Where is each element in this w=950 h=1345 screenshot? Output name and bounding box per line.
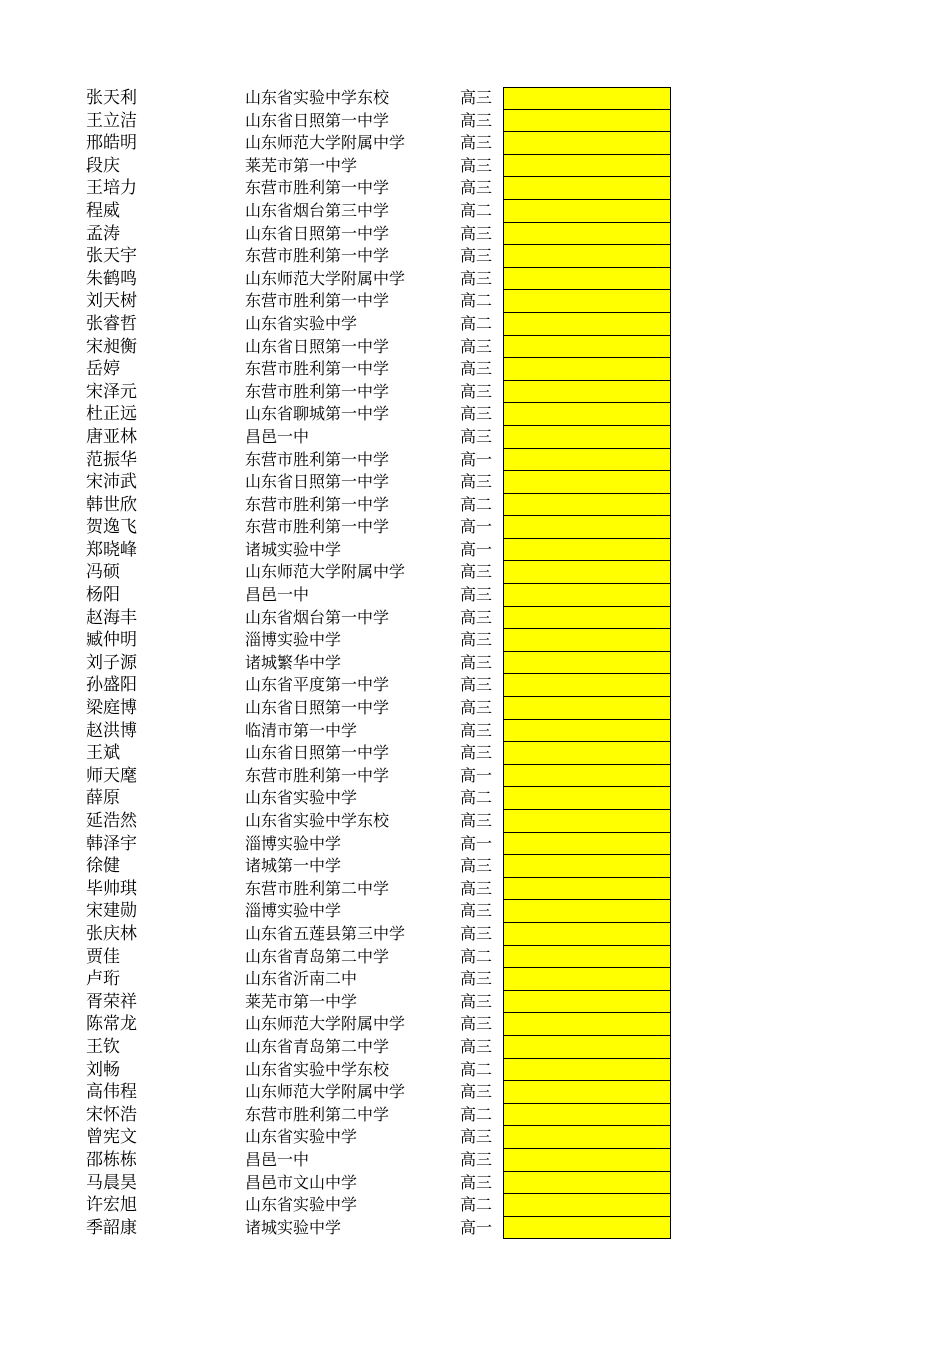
table-row xyxy=(0,720,950,743)
school-cell[interactable]: 东营市胜利第一中学 xyxy=(245,765,390,785)
table-row xyxy=(0,177,950,200)
highlighted-empty-cell[interactable] xyxy=(503,426,671,449)
highlighted-empty-cell[interactable] xyxy=(503,313,671,336)
table-row xyxy=(0,426,950,449)
highlighted-empty-cell[interactable] xyxy=(503,110,671,133)
name-cell[interactable]: 毕帅琪 xyxy=(86,878,137,899)
table-row xyxy=(0,855,950,878)
table-row xyxy=(0,381,950,404)
table-row xyxy=(0,245,950,268)
grade-cell[interactable]: 高三 xyxy=(460,155,493,175)
table-row xyxy=(0,494,950,517)
highlighted-empty-cell[interactable] xyxy=(503,1194,671,1217)
grade-cell[interactable]: 高三 xyxy=(460,1014,493,1034)
grade-cell[interactable]: 高三 xyxy=(460,991,493,1011)
table-row xyxy=(0,968,950,991)
highlighted-empty-cell[interactable] xyxy=(503,223,671,246)
highlighted-empty-cell[interactable] xyxy=(503,1217,671,1240)
table-row xyxy=(0,1194,950,1217)
grade-cell[interactable]: 高三 xyxy=(460,923,493,943)
school-cell[interactable]: 东营市胜利第一中学 xyxy=(245,517,390,537)
grade-cell[interactable]: 高三 xyxy=(460,743,493,763)
table-row xyxy=(0,1172,950,1195)
highlighted-empty-cell[interactable] xyxy=(503,787,671,810)
table-row xyxy=(0,584,950,607)
highlighted-empty-cell[interactable] xyxy=(503,268,671,291)
school-cell[interactable]: 临清市第一中学 xyxy=(245,720,358,740)
name-cell[interactable]: 韩世欣 xyxy=(86,494,137,515)
grade-cell[interactable]: 高三 xyxy=(460,630,493,650)
grade-cell[interactable]: 高二 xyxy=(460,200,493,220)
highlighted-empty-cell[interactable] xyxy=(503,900,671,923)
name-cell[interactable]: 师天麾 xyxy=(86,765,137,786)
grade-cell[interactable]: 高三 xyxy=(460,178,493,198)
table-row xyxy=(0,1149,950,1172)
grade-cell[interactable]: 高三 xyxy=(460,1149,493,1169)
highlighted-empty-cell[interactable] xyxy=(503,1172,671,1195)
name-cell[interactable]: 张天宇 xyxy=(86,246,137,267)
school-cell[interactable]: 山东省实验中学 xyxy=(245,1195,358,1215)
highlighted-empty-cell[interactable] xyxy=(503,765,671,788)
grade-cell[interactable]: 高三 xyxy=(460,878,493,898)
name-cell[interactable]: 薛原 xyxy=(86,788,120,809)
grade-cell[interactable]: 高三 xyxy=(460,223,493,243)
grade-cell[interactable]: 高三 xyxy=(460,404,493,424)
table-row xyxy=(0,268,950,291)
table-row xyxy=(0,223,950,246)
name-cell[interactable]: 贾佳 xyxy=(86,946,120,967)
name-cell[interactable]: 范振华 xyxy=(86,449,137,470)
school-cell[interactable]: 诸城实验中学 xyxy=(245,539,342,559)
name-cell[interactable]: 唐亚林 xyxy=(86,426,137,447)
school-cell[interactable]: 山东师范大学附属中学 xyxy=(245,1082,406,1102)
school-cell[interactable]: 山东省实验中学 xyxy=(245,313,358,333)
school-cell[interactable]: 山东省日照第一中学 xyxy=(245,698,390,718)
highlighted-empty-cell[interactable] xyxy=(503,674,671,697)
name-cell[interactable]: 宋泽元 xyxy=(86,381,137,402)
school-cell[interactable]: 淄博实验中学 xyxy=(245,630,342,650)
highlighted-empty-cell[interactable] xyxy=(503,1081,671,1104)
highlighted-empty-cell[interactable] xyxy=(503,336,671,359)
name-cell[interactable]: 宋怀浩 xyxy=(86,1104,137,1125)
school-cell[interactable]: 山东省烟台第一中学 xyxy=(245,607,390,627)
highlighted-empty-cell[interactable] xyxy=(503,539,671,562)
grade-cell[interactable]: 高三 xyxy=(460,856,493,876)
school-cell[interactable]: 山东省青岛第二中学 xyxy=(245,1036,390,1056)
highlighted-empty-cell[interactable] xyxy=(503,833,671,856)
school-cell[interactable]: 昌邑一中 xyxy=(245,1149,310,1169)
table-row xyxy=(0,810,950,833)
highlighted-empty-cell[interactable] xyxy=(503,561,671,584)
school-cell[interactable]: 山东省实验中学 xyxy=(245,788,358,808)
table-row xyxy=(0,336,950,359)
name-cell[interactable]: 刘畅 xyxy=(86,1059,120,1080)
grade-cell[interactable]: 高三 xyxy=(460,720,493,740)
school-cell[interactable]: 昌邑一中 xyxy=(245,426,310,446)
name-cell[interactable]: 许宏旭 xyxy=(86,1195,137,1216)
table-row xyxy=(0,1059,950,1082)
name-cell[interactable]: 高伟程 xyxy=(86,1082,137,1103)
highlighted-empty-cell[interactable] xyxy=(503,471,671,494)
name-cell[interactable]: 曾宪文 xyxy=(86,1127,137,1148)
highlighted-empty-cell[interactable] xyxy=(503,946,671,969)
name-cell[interactable]: 孙盛阳 xyxy=(86,675,137,696)
school-cell[interactable]: 山东师范大学附属中学 xyxy=(245,1014,406,1034)
school-cell[interactable]: 东营市胜利第一中学 xyxy=(245,178,390,198)
name-cell[interactable]: 贺逸飞 xyxy=(86,517,137,538)
table-row xyxy=(0,539,950,562)
grade-cell[interactable]: 高三 xyxy=(460,336,493,356)
school-cell[interactable]: 淄博实验中学 xyxy=(245,833,342,853)
name-cell[interactable]: 赵洪博 xyxy=(86,720,137,741)
table-row xyxy=(0,155,950,178)
name-cell[interactable]: 韩泽宇 xyxy=(86,833,137,854)
grade-cell[interactable]: 高二 xyxy=(460,946,493,966)
table-row xyxy=(0,516,950,539)
grade-cell[interactable]: 高三 xyxy=(460,607,493,627)
name-cell[interactable]: 张睿哲 xyxy=(86,313,137,334)
table-row xyxy=(0,765,950,788)
school-cell[interactable]: 东营市胜利第一中学 xyxy=(245,246,390,266)
highlighted-empty-cell[interactable] xyxy=(503,968,671,991)
school-cell[interactable]: 诸城第一中学 xyxy=(245,856,342,876)
table-row xyxy=(0,1036,950,1059)
name-cell[interactable]: 宋建勋 xyxy=(86,901,137,922)
highlighted-empty-cell[interactable] xyxy=(503,720,671,743)
grade-cell[interactable]: 高三 xyxy=(460,1082,493,1102)
table-row xyxy=(0,290,950,313)
name-cell[interactable]: 邵栋栋 xyxy=(86,1149,137,1170)
highlighted-empty-cell[interactable] xyxy=(503,629,671,652)
highlighted-empty-cell[interactable] xyxy=(503,200,671,223)
grade-cell[interactable]: 高一 xyxy=(460,765,493,785)
grade-cell[interactable]: 高三 xyxy=(460,1172,493,1192)
grade-cell[interactable]: 高二 xyxy=(460,1104,493,1124)
highlighted-empty-cell[interactable] xyxy=(503,878,671,901)
name-cell[interactable]: 朱鹤鸣 xyxy=(86,268,137,289)
name-cell[interactable]: 王立洁 xyxy=(86,110,137,131)
grade-cell[interactable]: 高三 xyxy=(460,381,493,401)
grade-cell[interactable]: 高三 xyxy=(460,359,493,379)
table-row xyxy=(0,358,950,381)
school-cell[interactable]: 山东省日照第一中学 xyxy=(245,743,390,763)
grade-cell[interactable]: 高二 xyxy=(460,313,493,333)
school-cell[interactable]: 莱芜市第一中学 xyxy=(245,155,358,175)
name-cell[interactable]: 郑晓峰 xyxy=(86,539,137,560)
table-row xyxy=(0,1126,950,1149)
table-row xyxy=(0,742,950,765)
school-cell[interactable]: 山东师范大学附属中学 xyxy=(245,562,406,582)
highlighted-empty-cell[interactable] xyxy=(503,449,671,472)
grade-cell[interactable]: 高三 xyxy=(460,1127,493,1147)
name-cell[interactable]: 段庆 xyxy=(86,155,120,176)
grade-cell[interactable]: 高三 xyxy=(460,268,493,288)
highlighted-empty-cell[interactable] xyxy=(503,403,671,426)
highlighted-empty-cell[interactable] xyxy=(503,87,671,110)
highlighted-empty-cell[interactable] xyxy=(503,1059,671,1082)
highlighted-empty-cell[interactable] xyxy=(503,1013,671,1036)
grade-cell[interactable]: 高三 xyxy=(460,675,493,695)
name-cell[interactable]: 冯硕 xyxy=(86,562,120,583)
table-row xyxy=(0,110,950,133)
grade-cell[interactable]: 高三 xyxy=(460,1036,493,1056)
highlighted-empty-cell[interactable] xyxy=(503,855,671,878)
grade-cell[interactable]: 高三 xyxy=(460,88,493,107)
name-cell[interactable]: 孟涛 xyxy=(86,223,120,244)
highlighted-empty-cell[interactable] xyxy=(503,381,671,404)
school-cell[interactable]: 山东省实验中学东校 xyxy=(245,88,390,107)
table-row xyxy=(0,1104,950,1127)
name-cell[interactable]: 陈常龙 xyxy=(86,1014,137,1035)
name-cell[interactable]: 杜正远 xyxy=(86,404,137,425)
name-cell[interactable]: 王钦 xyxy=(86,1036,120,1057)
table-row xyxy=(0,697,950,720)
table-row xyxy=(0,878,950,901)
school-cell[interactable]: 淄博实验中学 xyxy=(245,901,342,921)
highlighted-empty-cell[interactable] xyxy=(503,607,671,630)
name-cell[interactable]: 季韶康 xyxy=(86,1217,137,1238)
highlighted-empty-cell[interactable] xyxy=(503,742,671,765)
name-cell[interactable]: 刘子源 xyxy=(86,652,137,673)
grade-cell[interactable]: 高二 xyxy=(460,494,493,514)
name-cell[interactable]: 卢珩 xyxy=(86,969,120,990)
table-row xyxy=(0,629,950,652)
school-cell[interactable]: 山东省青岛第二中学 xyxy=(245,946,390,966)
highlighted-empty-cell[interactable] xyxy=(503,697,671,720)
school-cell[interactable]: 山东省聊城第一中学 xyxy=(245,404,390,424)
table-row xyxy=(0,561,950,584)
grade-cell[interactable]: 高三 xyxy=(460,901,493,921)
name-cell[interactable]: 程威 xyxy=(86,200,120,221)
grade-cell[interactable]: 高三 xyxy=(460,652,493,672)
name-cell[interactable]: 宋沛武 xyxy=(86,472,137,493)
table-row xyxy=(0,1217,950,1240)
table-row xyxy=(0,200,950,223)
highlighted-empty-cell[interactable] xyxy=(503,155,671,178)
highlighted-empty-cell[interactable] xyxy=(503,358,671,381)
highlighted-empty-cell[interactable] xyxy=(503,177,671,200)
highlighted-empty-cell[interactable] xyxy=(503,1149,671,1172)
grade-cell[interactable]: 高一 xyxy=(460,539,493,559)
grade-cell[interactable]: 高一 xyxy=(460,833,493,853)
table-row xyxy=(0,313,950,336)
grade-cell[interactable]: 高二 xyxy=(460,1195,493,1215)
school-cell[interactable]: 东营市胜利第一中学 xyxy=(245,291,390,311)
school-cell[interactable]: 诸城实验中学 xyxy=(245,1217,342,1237)
school-cell[interactable]: 山东省五莲县第三中学 xyxy=(245,923,406,943)
table-row xyxy=(0,132,950,155)
school-cell[interactable]: 昌邑市文山中学 xyxy=(245,1172,358,1192)
grade-cell[interactable]: 高三 xyxy=(460,811,493,830)
school-cell[interactable]: 东营市胜利第一中学 xyxy=(245,359,390,379)
grade-cell[interactable]: 高三 xyxy=(460,246,493,266)
name-cell[interactable]: 邢皓明 xyxy=(86,133,137,154)
highlighted-empty-cell[interactable] xyxy=(503,1126,671,1149)
name-cell[interactable]: 杨阳 xyxy=(86,585,120,606)
spreadsheet-table xyxy=(0,87,950,1239)
school-cell[interactable]: 山东省实验中学东校 xyxy=(245,1059,390,1079)
name-cell[interactable]: 张天利 xyxy=(86,88,137,108)
grade-cell[interactable]: 高二 xyxy=(460,291,493,311)
table-row xyxy=(0,1013,950,1036)
grade-cell[interactable]: 高三 xyxy=(460,698,493,718)
table-row xyxy=(0,787,950,810)
school-cell[interactable]: 东营市胜利第一中学 xyxy=(245,494,390,514)
highlighted-empty-cell[interactable] xyxy=(503,290,671,313)
table-row xyxy=(0,900,950,923)
grade-cell[interactable]: 高一 xyxy=(460,517,493,537)
highlighted-empty-cell[interactable] xyxy=(503,494,671,517)
school-cell[interactable]: 山东省日照第一中学 xyxy=(245,336,390,356)
name-cell[interactable]: 赵海丰 xyxy=(86,607,137,628)
grade-cell[interactable]: 高一 xyxy=(460,1217,493,1237)
school-cell[interactable]: 山东师范大学附属中学 xyxy=(245,133,406,153)
highlighted-empty-cell[interactable] xyxy=(503,1036,671,1059)
school-cell[interactable]: 山东省日照第一中学 xyxy=(245,223,390,243)
table-row xyxy=(0,87,950,110)
grade-cell[interactable]: 高三 xyxy=(460,133,493,153)
grade-cell[interactable]: 高二 xyxy=(460,1059,493,1079)
highlighted-empty-cell[interactable] xyxy=(503,245,671,268)
school-cell[interactable]: 山东省烟台第三中学 xyxy=(245,200,390,220)
school-cell[interactable]: 东营市胜利第二中学 xyxy=(245,878,390,898)
table-row xyxy=(0,991,950,1014)
grade-cell[interactable]: 高三 xyxy=(460,585,493,605)
school-cell[interactable]: 山东省日照第一中学 xyxy=(245,110,390,130)
table-row xyxy=(0,923,950,946)
table-row xyxy=(0,1081,950,1104)
highlighted-empty-cell[interactable] xyxy=(503,1104,671,1127)
school-cell[interactable]: 东营市胜利第一中学 xyxy=(245,449,390,469)
table-row xyxy=(0,449,950,472)
school-cell[interactable]: 山东省平度第一中学 xyxy=(245,675,390,695)
highlighted-empty-cell[interactable] xyxy=(503,652,671,675)
table-row xyxy=(0,833,950,856)
grade-cell[interactable]: 高三 xyxy=(460,110,493,130)
school-cell[interactable]: 东营市胜利第二中学 xyxy=(245,1104,390,1124)
name-cell[interactable]: 张庆林 xyxy=(86,923,137,944)
name-cell[interactable]: 胥荣祥 xyxy=(86,991,137,1012)
school-cell[interactable]: 昌邑一中 xyxy=(245,585,310,605)
school-cell[interactable]: 山东省沂南二中 xyxy=(245,969,358,989)
school-cell[interactable]: 山东省实验中学东校 xyxy=(245,811,390,830)
highlighted-empty-cell[interactable] xyxy=(503,584,671,607)
grade-cell[interactable]: 高三 xyxy=(460,426,493,446)
name-cell[interactable]: 刘天树 xyxy=(86,291,137,312)
grade-cell[interactable]: 高二 xyxy=(460,788,493,808)
school-cell[interactable]: 莱芜市第一中学 xyxy=(245,991,358,1011)
table-row xyxy=(0,607,950,630)
name-cell[interactable]: 梁庭博 xyxy=(86,698,137,719)
name-cell[interactable]: 延浩然 xyxy=(86,811,137,831)
name-cell[interactable]: 王斌 xyxy=(86,743,120,764)
name-cell[interactable]: 徐健 xyxy=(86,856,120,877)
highlighted-empty-cell[interactable] xyxy=(503,516,671,539)
school-cell[interactable]: 东营市胜利第一中学 xyxy=(245,381,390,401)
name-cell[interactable]: 马晨昊 xyxy=(86,1172,137,1193)
school-cell[interactable]: 山东省日照第一中学 xyxy=(245,472,390,492)
table-row xyxy=(0,471,950,494)
grade-cell[interactable]: 高三 xyxy=(460,562,493,582)
school-cell[interactable]: 山东师范大学附属中学 xyxy=(245,268,406,288)
highlighted-empty-cell[interactable] xyxy=(503,923,671,946)
school-cell[interactable]: 诸城繁华中学 xyxy=(245,652,342,672)
highlighted-empty-cell[interactable] xyxy=(503,810,671,833)
school-cell[interactable]: 山东省实验中学 xyxy=(245,1127,358,1147)
table-row xyxy=(0,403,950,426)
name-cell[interactable]: 宋昶衡 xyxy=(86,336,137,357)
highlighted-empty-cell[interactable] xyxy=(503,991,671,1014)
name-cell[interactable]: 臧仲明 xyxy=(86,630,137,651)
name-cell[interactable]: 王培力 xyxy=(86,178,137,199)
table-row xyxy=(0,674,950,697)
name-cell[interactable]: 岳婷 xyxy=(86,359,120,380)
table-row xyxy=(0,652,950,675)
highlighted-empty-cell[interactable] xyxy=(503,132,671,155)
table-row xyxy=(0,946,950,969)
grade-cell[interactable]: 高三 xyxy=(460,969,493,989)
grade-cell[interactable]: 高三 xyxy=(460,472,493,492)
grade-cell[interactable]: 高一 xyxy=(460,449,493,469)
